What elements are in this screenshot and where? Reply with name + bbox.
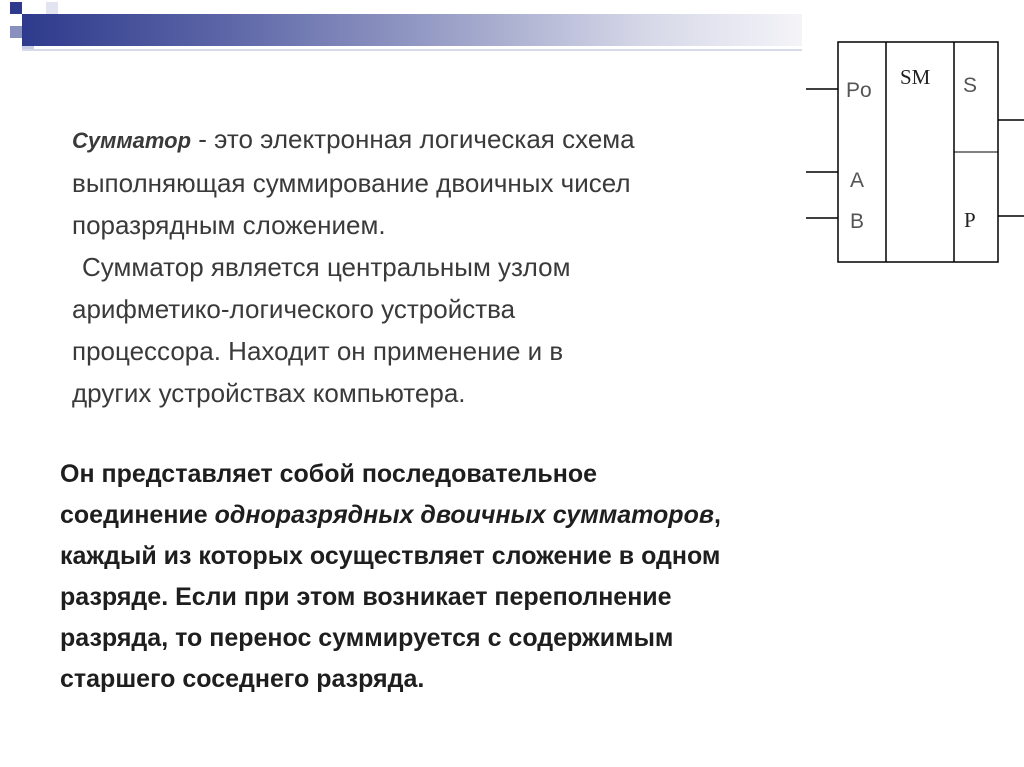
block-label: SM (900, 65, 931, 89)
definition-term: Сумматор (72, 128, 192, 153)
header-bar (22, 14, 802, 46)
output-label-p: P (964, 208, 976, 232)
input-label-po: Po (846, 79, 872, 102)
header-square (10, 26, 22, 38)
description-text (60, 454, 1000, 700)
definition-line: арифметико-логического устройства (72, 294, 516, 324)
description-line: каждый из которых осуществляет сложение в одном (60, 542, 721, 570)
definition-line: поразрядным сложением. (72, 210, 386, 240)
definition-line: других устройствах компьютера. (72, 378, 466, 408)
output-label-s: S (963, 74, 978, 97)
header-square (46, 2, 58, 14)
definition-line: процессора. Находит он применение и в (72, 336, 564, 366)
adder-diagram-svg (806, 40, 1024, 268)
description-line: разряде. Если при этом возникает переполнение (60, 583, 672, 611)
adder-diagram (806, 40, 1024, 268)
description-line: Он представляет собой последовательное (60, 460, 597, 488)
definition-line: выполняющая суммирование двоичных чисел (72, 168, 631, 198)
description-emphasis: одноразрядных двоичных сумматоров (214, 501, 714, 529)
description-line: соединение одноразрядных двоичных сумматоров, (60, 501, 721, 529)
input-label-a: A (850, 169, 865, 192)
definition-line: Сумматор - это электронная логическая схема (72, 124, 635, 154)
definition-line: Сумматор является центральным узлом (82, 252, 571, 282)
input-label-b: B (850, 210, 865, 233)
header-square (10, 2, 22, 14)
description-line: старшего соседнего разряда. (60, 665, 425, 693)
definition-text (72, 118, 832, 414)
header-underline (22, 49, 802, 51)
description-line: разряда, то перенос суммируется с содержимым (60, 624, 674, 652)
